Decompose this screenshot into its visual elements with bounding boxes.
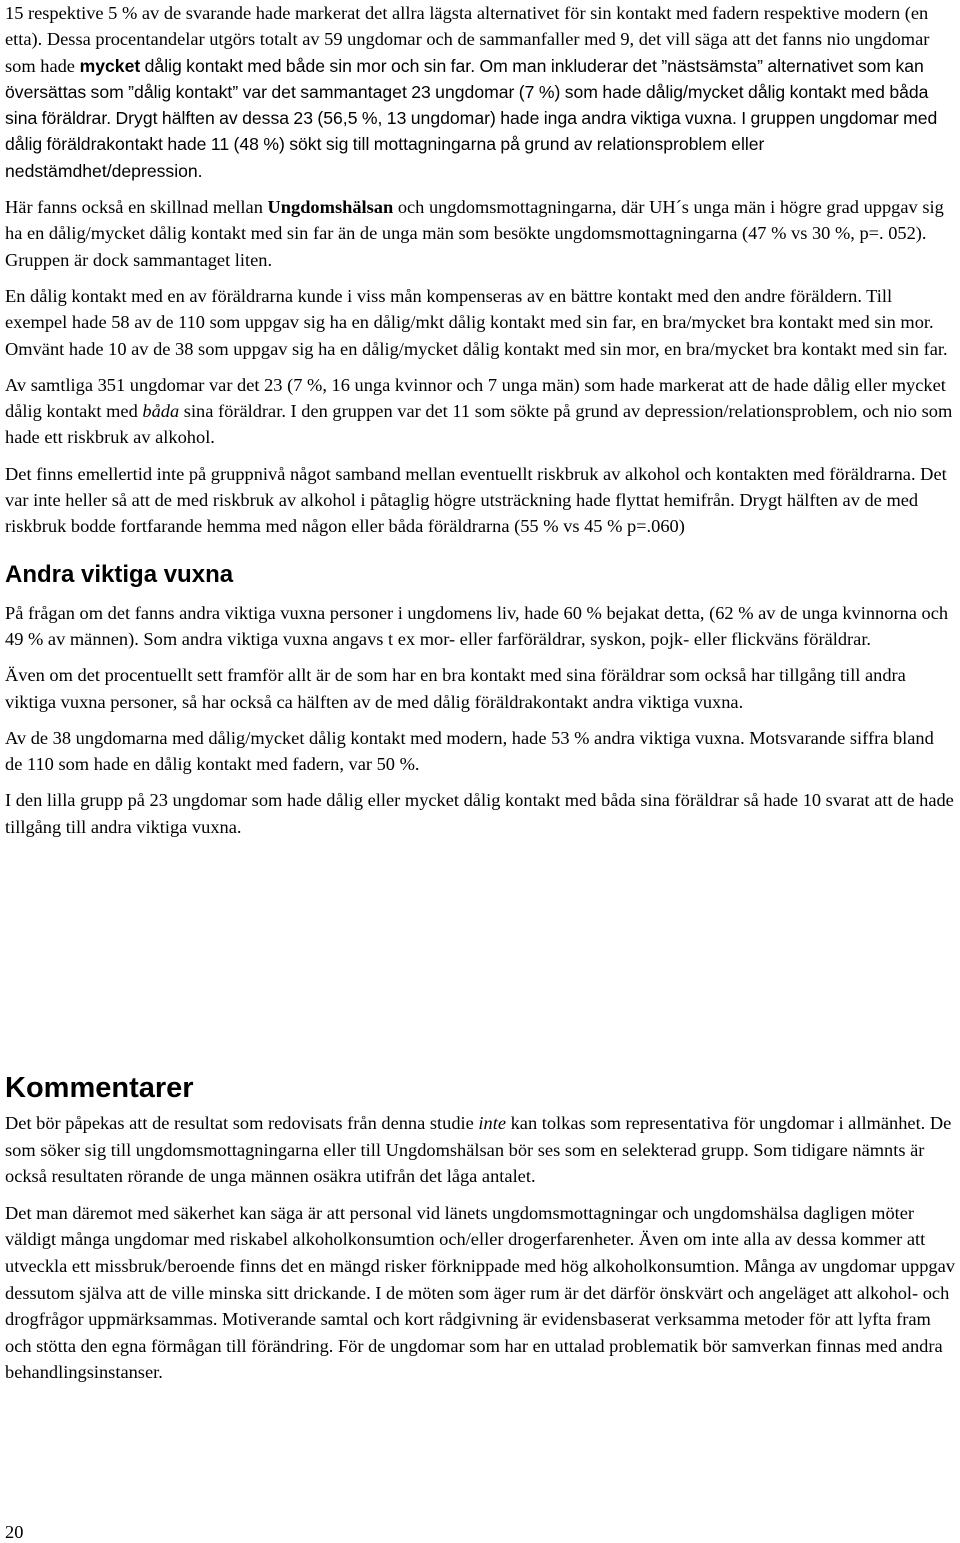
heading-kommentarer: Kommentarer (5, 1072, 194, 1104)
emphasis-ungdomshalsan: Ungdomshälsan (267, 197, 394, 218)
emphasis-inte: inte (478, 1113, 506, 1133)
paragraph-andra-3: Av de 38 ungdomarna med dålig/mycket dålig kontakt med modern, hade 53 % andra viktiga vuxna. Motsvarande siffra bland de 110 som hade en dålig kontakt med fadern, var 50 %. (5, 727, 934, 775)
paragraph-all-351 (5, 372, 955, 451)
text-run: sina föräldrar. I den gruppen var det 11 som sökte på grund av depression/relationsproblem, och nio som hade ett riskbruk av alkohol. (5, 401, 953, 448)
text-run: Här fanns också en skillnad mellan (5, 197, 268, 218)
paragraph-andra-2: Även om det procentuellt sett framför allt är de som har en bra kontakt med sina föräldrar som också har tillgång till andra viktiga vuxna personer, så har också ca hälften av de med dålig föräldrakontakt andra viktiga vuxna. (5, 665, 906, 712)
text-run: Det bör påpekas att de resultat som redovisats från denna studie (5, 1113, 479, 1133)
section-kommentarer (5, 1070, 955, 1386)
paragraph-ungdomshalsan (5, 194, 955, 273)
text-run: Om man inkluderar det ”nästsämsta” alternativet som kan översättas som ”dålig kontakt” var det sammantaget 23 ungdomar (7 %) som hade dålig/mycket dålig kontakt med båda sina föräldrar. Drygt hälften av dessa 23 (56,5 %, 13 ungdomar) hade inga andra viktiga vuxna. I gruppen ungdomar med dålig föräldrakontakt hade 11 (48 %) sökt sig till mottagningarna på grund av relationsproblem eller nedstämdhet/depression. (5, 55, 938, 181)
text-run: kan tolkas som representativa för ungdomar i allmänhet. De som söker sig till ungdomsmottagningarna eller till Ungdomshälsan bör ses som en selekterad grupp. Som tidigare nämnts är också resultaten rörande de unga männen osäkra utifrån det låga antalet. (5, 1113, 952, 1187)
text-run: dålig kontakt med både sin mor och sin far. (140, 55, 476, 76)
paragraph-andra-4: I den lilla grupp på 23 ungdomar som hade dålig eller mycket dålig kontakt med båda sina föräldrar så hade 10 svarat att de hade tillgång till andra viktiga vuxna. (5, 790, 954, 837)
paragraph-compensation: En dålig kontakt med en av föräldrarna kunde i viss mån kompenseras av en bättre kontakt med den andre föräldern. Till exempel hade 58 av de 110 som uppgav sig ha en dålig/mkt dålig kontakt med sin far, en bra/mycket bra kontakt med sin mor. Omvänt hade 10 av de 38 som uppgav sig ha en dålig/mycket dålig kontakt med sin mor, en bra/mycket bra kontakt med sin far. (5, 285, 948, 359)
paragraph-riskbruk: Det finns emellertid inte på gruppnivå något samband mellan eventuellt riskbruk av alkohol och kontakten med föräldrarna. Det var inte heller så att de med riskbruk av alkohol i påtaglig högre utsträckning hade flyttat hemifrån. Drygt hälften av de med riskbruk bodde fortfarande hemma med någon eller båda föräldrarna (55 % vs 45 % p=.060) (5, 463, 947, 537)
paragraph-kommentarer-2: Det man däremot med säkerhet kan säga är att personal vid länets ungdomsmottagningar och ungdomshälsa dagligen möter väldigt många ungdomar med riskabel alkoholkonsumtion och/eller drogerfarenheter. Även om inte alla av dessa kommer att utveckla ett missbruk/beroende finns det en mängd risker förknippade med hög alkoholkonsumtion. Många av ungdomar uppgav dessutom själva att de ville minska sitt drickande. I de möten som äger rum är det därför önskvärt och angeläget att alkohol- och drogfrågor uppmärksammas. Motiverande samtal och kort rådgivning är evidensbaserat verksamma metoder för att lyfta fram och stötta den egna förmågan till förändring. För de ungdomar som har en uttalad problematik bör samverkan finnas med andra behandlingsinstanser. (5, 1202, 955, 1383)
emphasis-bada: båda (142, 401, 180, 422)
paragraph-parent-contact (5, 0, 955, 184)
document-page (5, 0, 955, 840)
text-run: 15 respektive 5 % av de svarande hade markerat det allra lägsta alternativet för sin kontakt med fadern respektive modern (en etta). Dessa procentandelar utgörs totalt av 59 ungdomar och de sammanfaller med 9, det vill säga att det fanns nio ungdomar som hade (5, 3, 930, 76)
paragraph-kommentarer-1 (5, 1110, 955, 1190)
paragraph-andra-1: På frågan om det fanns andra viktiga vuxna personer i ungdomens liv, hade 60 % bejakat detta, (62 % av de unga kvinnorna och 49 % av männen). Som andra viktiga vuxna angavs t ex mor- eller farföräldrar, syskon, pojk- eller flickväns föräldrar. (5, 602, 949, 649)
text-run: och ungdomsmottagningarna, där UH´s unga män i högre grad uppgav sig ha en dålig/mycket dålig kontakt med sin far än de unga män som besökte ungdomsmottagningarna (47 % vs 30 %, p=. 052). Gruppen är dock sammantaget liten. (5, 197, 944, 270)
page-number: 20 (5, 1522, 24, 1542)
heading-andra-viktiga-vuxna: Andra viktiga vuxna (5, 560, 234, 588)
text-run: Av samtliga 351 ungdomar var det 23 (7 %, 16 unga kvinnor och 7 unga män) som hade markerat att de hade dålig eller mycket dålig kontakt med (5, 374, 946, 422)
emphasis-mycket: mycket (79, 55, 141, 76)
